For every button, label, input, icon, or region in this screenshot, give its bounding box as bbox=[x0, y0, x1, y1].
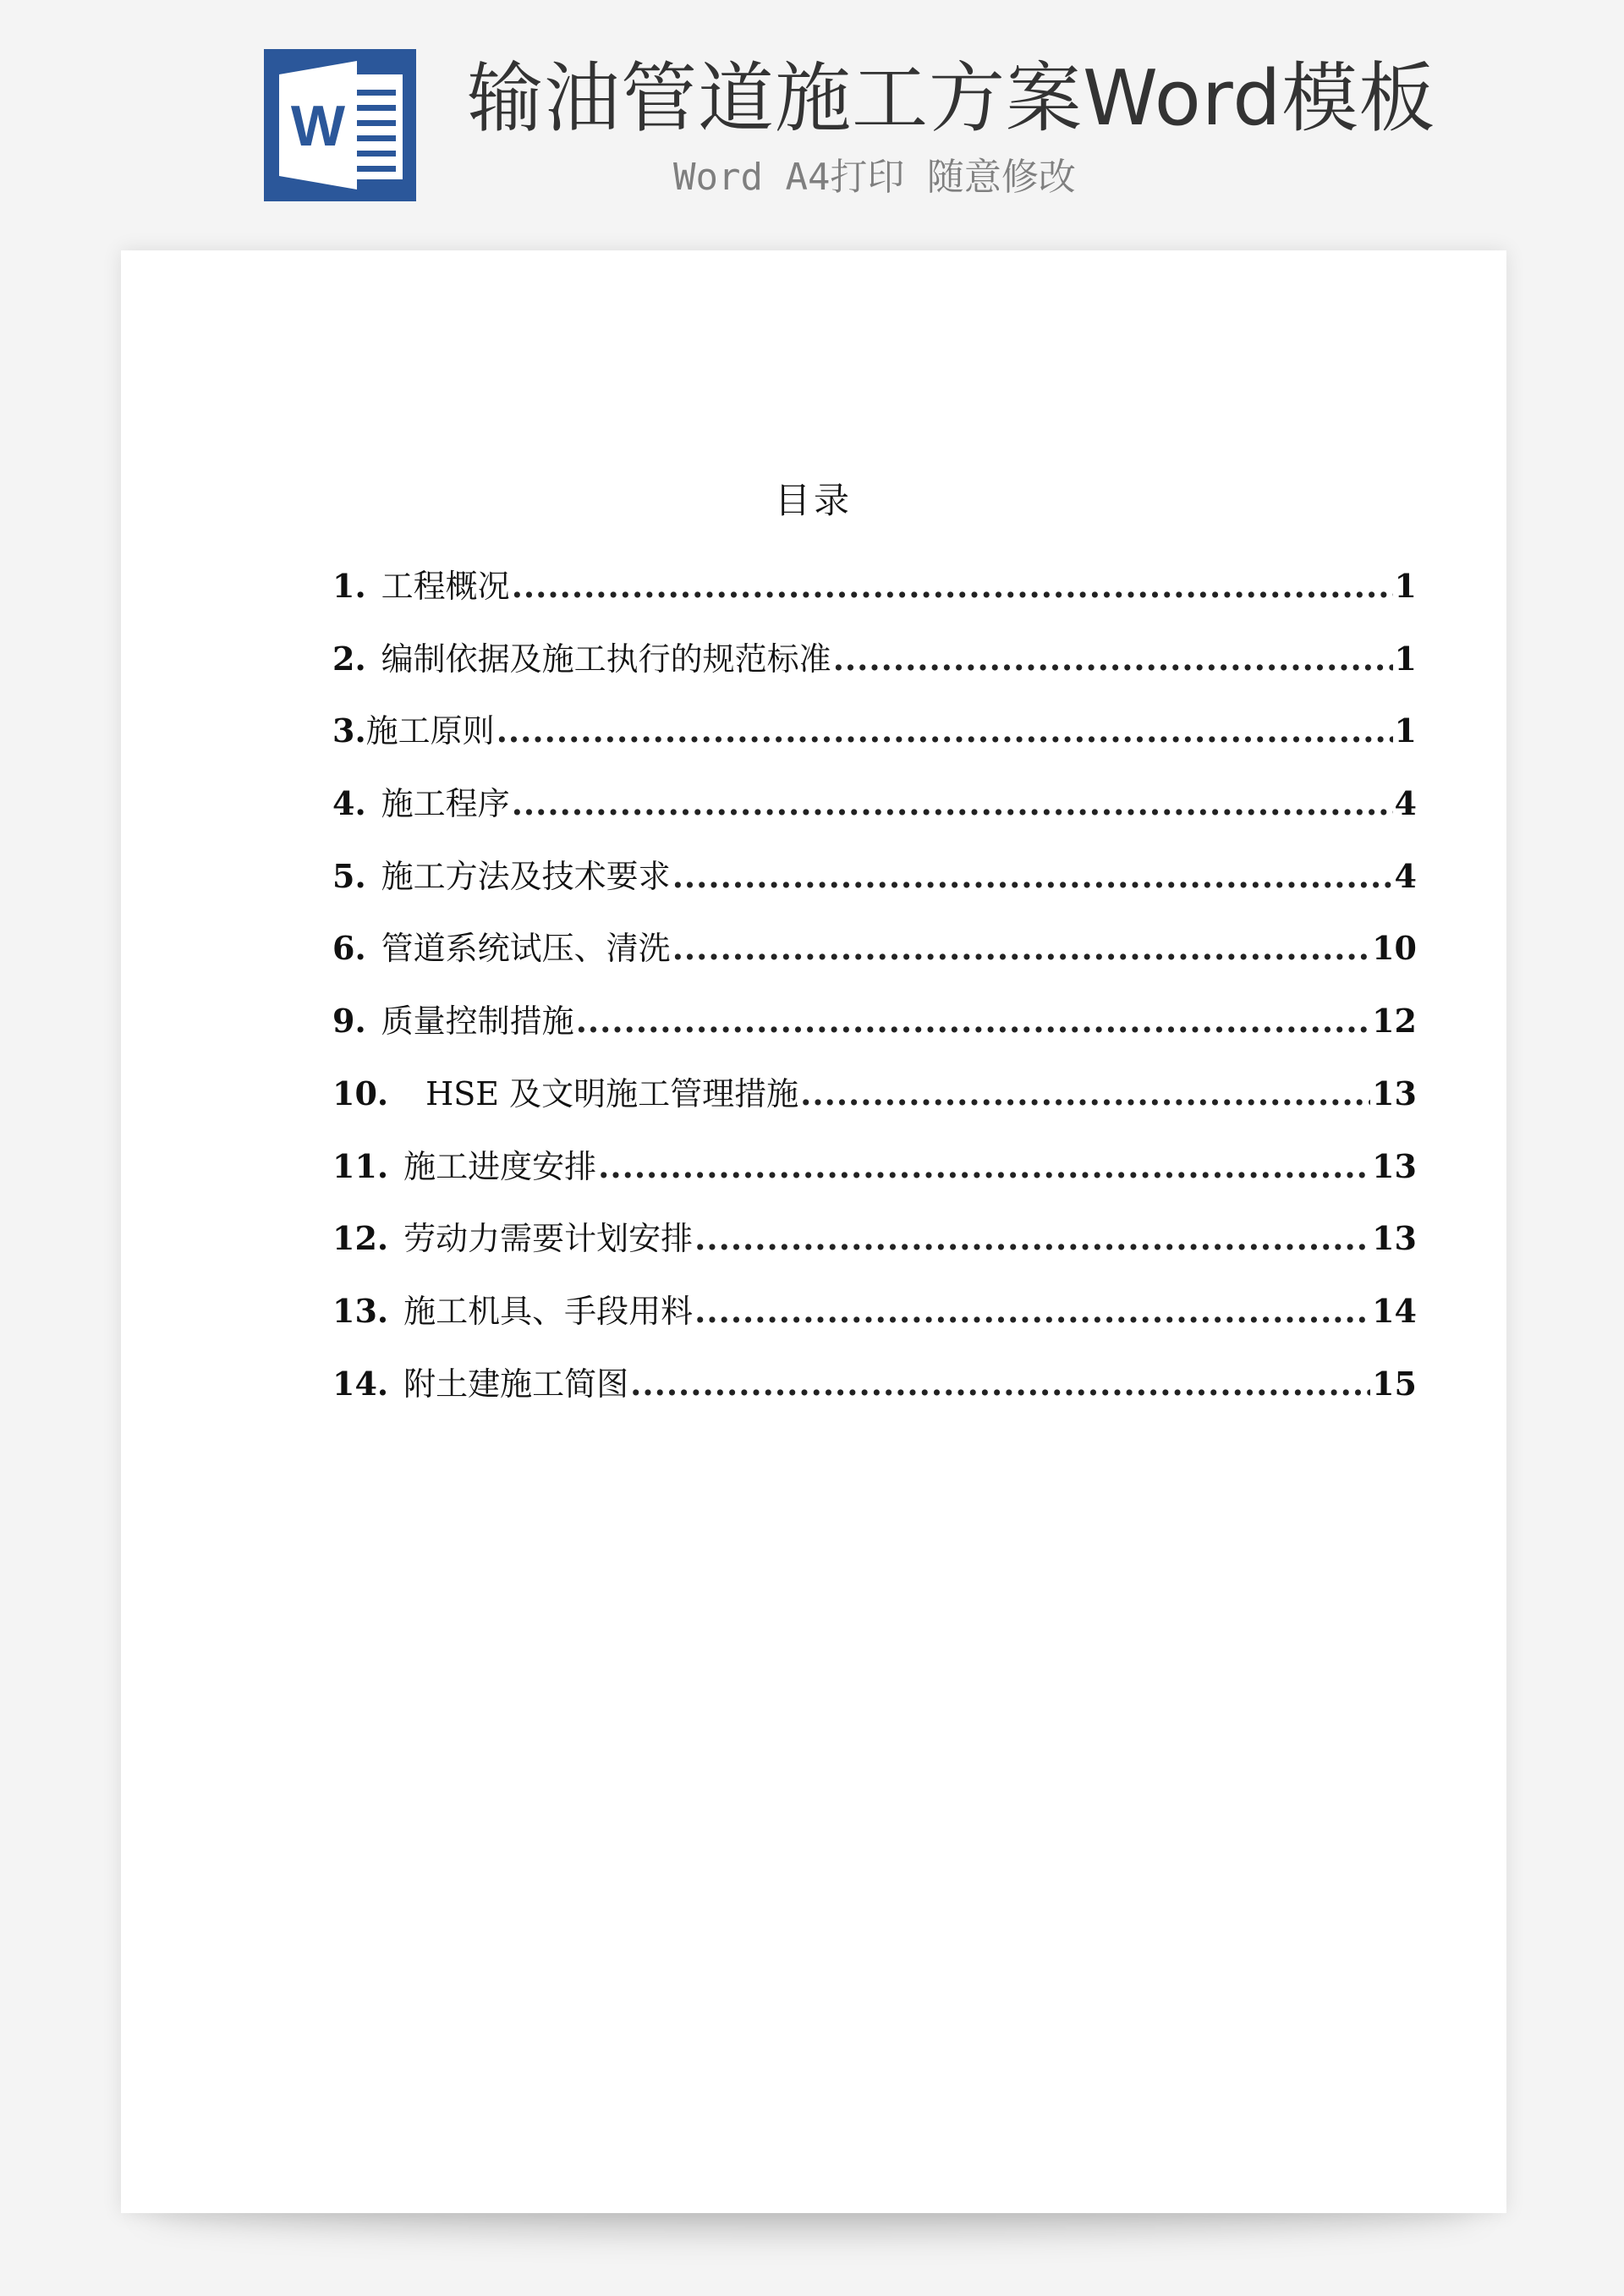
toc-entry[interactable] bbox=[332, 1202, 1417, 1275]
page-title: 输油管道施工方案Word模板 bbox=[467, 54, 1436, 143]
document-page bbox=[121, 250, 1506, 2213]
toc-entry-number: 6. bbox=[332, 929, 366, 968]
toc-entry[interactable] bbox=[332, 840, 1417, 913]
page-header bbox=[0, 0, 1624, 220]
toc-entry-page: 14 bbox=[1372, 1291, 1417, 1330]
toc-entry-label: 工程概况 bbox=[381, 568, 510, 605]
toc-entry-page: 1 bbox=[1394, 639, 1417, 678]
toc-entry[interactable] bbox=[332, 1275, 1417, 1348]
toc-entry[interactable] bbox=[332, 1130, 1417, 1203]
toc-leader-dots bbox=[512, 550, 1393, 622]
toc-leader-dots bbox=[694, 1202, 1370, 1274]
toc-entry-page: 1 bbox=[1394, 567, 1417, 605]
toc-entry-number: 5. bbox=[332, 856, 366, 895]
toc-entry[interactable] bbox=[332, 623, 1417, 695]
toc-entry[interactable] bbox=[332, 1348, 1417, 1420]
toc-leader-dots bbox=[598, 1130, 1370, 1202]
toc-entry-number: 11. bbox=[332, 1146, 389, 1185]
toc-entry-page: 10 bbox=[1372, 929, 1417, 968]
toc-entry[interactable] bbox=[332, 912, 1417, 985]
toc-entry-label: 质量控制措施 bbox=[381, 1002, 574, 1041]
word-icon-letter: W bbox=[290, 94, 346, 158]
toc-entry-label: 施工机具、手段用料 bbox=[403, 1292, 694, 1330]
word-document-icon bbox=[264, 49, 416, 201]
toc-entry-label: 施工原则 bbox=[365, 712, 495, 750]
toc-entry-number: 12. bbox=[332, 1219, 389, 1258]
toc-entry-number: 10. bbox=[332, 1074, 389, 1112]
toc-entry-page: 4 bbox=[1394, 856, 1417, 895]
toc-leader-dots bbox=[800, 1057, 1370, 1129]
toc-entry-page: 13 bbox=[1372, 1146, 1417, 1185]
toc-entry-page: 4 bbox=[1394, 784, 1417, 823]
toc-entry-page: 1 bbox=[1394, 711, 1417, 750]
toc-entry-label: 施工方法及技术要求 bbox=[381, 857, 671, 895]
toc-entry-label: 管道系统试压、清洗 bbox=[381, 930, 671, 968]
toc-entry-number: 13. bbox=[332, 1291, 389, 1330]
toc-entry[interactable] bbox=[332, 695, 1417, 767]
toc-entry-number: 2. bbox=[332, 639, 366, 678]
toc-leader-dots bbox=[672, 840, 1393, 912]
toc-entry[interactable] bbox=[332, 550, 1417, 623]
toc-leader-dots bbox=[497, 695, 1393, 766]
toc-entry-number: 14. bbox=[332, 1364, 389, 1403]
page-subtitle: Word A4打印 随意修改 bbox=[673, 156, 1076, 199]
toc-entry-page: 13 bbox=[1372, 1074, 1417, 1112]
toc-entry-label: 劳动力需要计划安排 bbox=[403, 1220, 694, 1258]
toc-entry-label: HSE 及文明施工管理措施 bbox=[425, 1074, 799, 1112]
toc-title: 目录 bbox=[774, 480, 853, 521]
toc-leader-dots bbox=[576, 985, 1370, 1057]
toc-entry-number: 9. bbox=[332, 1002, 366, 1041]
toc-entry-page: 15 bbox=[1372, 1364, 1417, 1403]
toc-leader-dots bbox=[512, 767, 1393, 839]
toc-entry[interactable] bbox=[332, 1057, 1417, 1130]
toc-entry[interactable] bbox=[332, 985, 1417, 1057]
toc-entry-label: 编制依据及施工执行的规范标准 bbox=[381, 640, 831, 678]
toc-entry-label: 施工进度安排 bbox=[403, 1147, 597, 1185]
toc-leader-dots bbox=[672, 912, 1370, 984]
toc-entry-label: 附土建施工简图 bbox=[403, 1365, 629, 1403]
toc-entry-page: 12 bbox=[1372, 1002, 1417, 1041]
toc-leader-dots bbox=[694, 1275, 1370, 1347]
toc-leader-dots bbox=[630, 1348, 1370, 1420]
table-of-contents bbox=[332, 550, 1417, 1420]
toc-entry-page: 13 bbox=[1372, 1219, 1417, 1258]
toc-entry-number: 1. bbox=[332, 567, 366, 605]
toc-entry-label: 施工程序 bbox=[381, 785, 510, 823]
toc-leader-dots bbox=[833, 623, 1393, 695]
toc-entry[interactable] bbox=[332, 767, 1417, 840]
toc-entry-number: 3. bbox=[332, 711, 366, 750]
toc-entry-number: 4. bbox=[332, 784, 366, 823]
